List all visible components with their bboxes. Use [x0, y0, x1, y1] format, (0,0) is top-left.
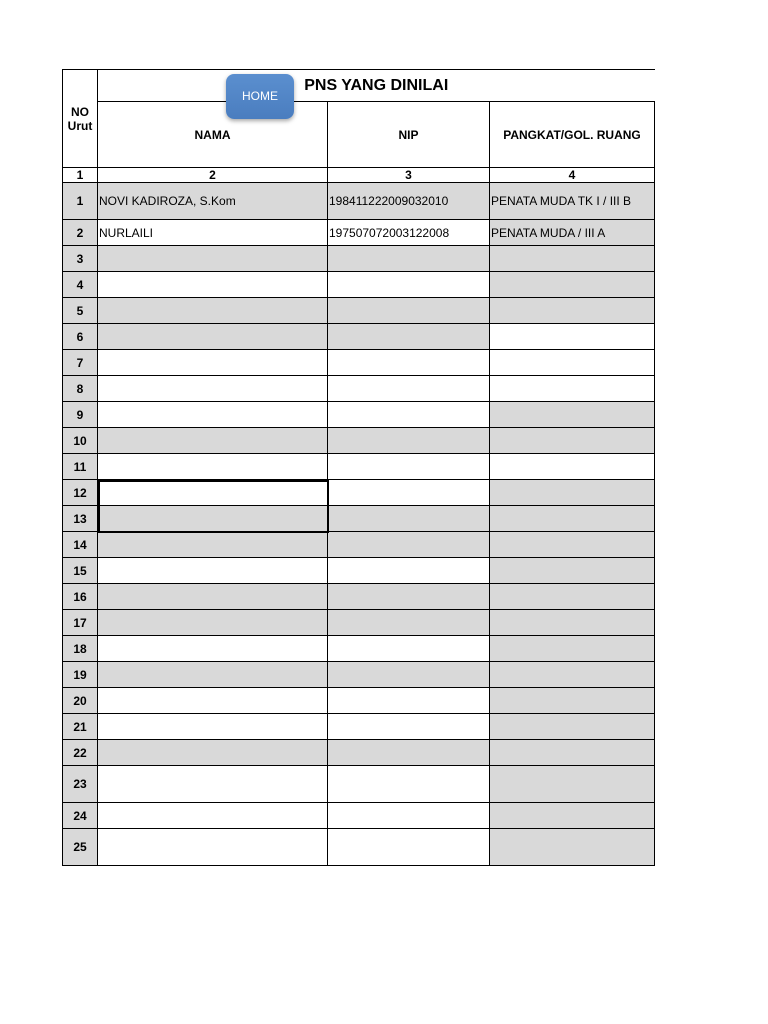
- nama-cell[interactable]: [98, 636, 328, 662]
- nama-cell[interactable]: [98, 610, 328, 636]
- pangkat-cell[interactable]: [490, 402, 655, 428]
- table-row: [63, 220, 655, 246]
- pangkat-cell[interactable]: PENATA MUDA TK I / III B: [490, 183, 655, 220]
- pangkat-cell[interactable]: [490, 740, 655, 766]
- nama-cell[interactable]: [98, 454, 328, 480]
- nip-cell[interactable]: [328, 688, 490, 714]
- nip-cell[interactable]: [328, 636, 490, 662]
- column-number-row: [63, 168, 655, 183]
- table-row: [63, 428, 655, 454]
- nama-cell[interactable]: [98, 532, 328, 558]
- pangkat-cell[interactable]: [490, 688, 655, 714]
- row-number-cell[interactable]: 14: [63, 532, 98, 558]
- row-number-cell[interactable]: 10: [63, 428, 98, 454]
- table-row: [63, 272, 655, 298]
- pangkat-cell[interactable]: [490, 558, 655, 584]
- no-urut-header[interactable]: [63, 70, 98, 168]
- table-row: [63, 584, 655, 610]
- nama-cell[interactable]: [98, 480, 328, 506]
- nip-cell[interactable]: 198411222009032010: [328, 183, 490, 220]
- nama-cell[interactable]: [98, 298, 328, 324]
- row-number-cell[interactable]: 1: [63, 183, 98, 220]
- nama-cell[interactable]: [98, 714, 328, 740]
- nip-cell[interactable]: [328, 740, 490, 766]
- table-row: [63, 766, 655, 803]
- nama-cell[interactable]: [98, 350, 328, 376]
- pangkat-cell[interactable]: [490, 272, 655, 298]
- pangkat-cell[interactable]: [490, 246, 655, 272]
- pns-table: [62, 69, 655, 866]
- table-row: [63, 558, 655, 584]
- nip-cell[interactable]: [328, 584, 490, 610]
- nip-cell[interactable]: [328, 766, 490, 803]
- nama-cell[interactable]: [98, 246, 328, 272]
- row-number-cell[interactable]: 6: [63, 324, 98, 350]
- table-row: [63, 610, 655, 636]
- row-number-cell[interactable]: 2: [63, 220, 98, 246]
- pangkat-cell[interactable]: [490, 636, 655, 662]
- nama-cell[interactable]: [98, 740, 328, 766]
- row-number-cell[interactable]: 3: [63, 246, 98, 272]
- nip-cell[interactable]: [328, 480, 490, 506]
- nip-cell[interactable]: [328, 298, 490, 324]
- nama-cell[interactable]: [98, 584, 328, 610]
- row-number-cell[interactable]: 12: [63, 480, 98, 506]
- nip-cell[interactable]: [328, 454, 490, 480]
- nama-cell[interactable]: [98, 402, 328, 428]
- nama-cell[interactable]: [98, 506, 328, 532]
- row-number-cell[interactable]: 11: [63, 454, 98, 480]
- nama-cell[interactable]: NURLAILI: [98, 220, 328, 246]
- nama-cell[interactable]: [98, 376, 328, 402]
- spreadsheet-sheet: [62, 69, 654, 866]
- column-header-pangkat[interactable]: PANGKAT/GOL. RUANG: [490, 102, 655, 168]
- row-number-cell[interactable]: 22: [63, 740, 98, 766]
- pangkat-cell[interactable]: [490, 324, 655, 350]
- table-row: [63, 740, 655, 766]
- table-row: [63, 376, 655, 402]
- row-number-cell[interactable]: 15: [63, 558, 98, 584]
- nip-cell[interactable]: [328, 803, 490, 829]
- row-number-cell[interactable]: 25: [63, 829, 98, 866]
- row-number-cell[interactable]: 8: [63, 376, 98, 402]
- pangkat-cell[interactable]: [490, 298, 655, 324]
- pangkat-cell[interactable]: [490, 766, 655, 803]
- row-number-cell[interactable]: 13: [63, 506, 98, 532]
- column-number[interactable]: 4: [490, 168, 655, 183]
- column-header-nip[interactable]: NIP: [328, 102, 490, 168]
- nip-cell[interactable]: [328, 272, 490, 298]
- column-number[interactable]: 2: [98, 168, 328, 183]
- nip-cell[interactable]: [328, 506, 490, 532]
- nip-cell[interactable]: [328, 428, 490, 454]
- pangkat-cell[interactable]: [490, 610, 655, 636]
- table-row: [63, 324, 655, 350]
- pangkat-cell[interactable]: [490, 662, 655, 688]
- table-row: [63, 246, 655, 272]
- nip-cell[interactable]: [328, 246, 490, 272]
- row-number-cell[interactable]: 23: [63, 766, 98, 803]
- pangkat-cell[interactable]: PENATA MUDA / III A: [490, 220, 655, 246]
- table-row: [63, 454, 655, 480]
- row-number-cell[interactable]: 21: [63, 714, 98, 740]
- nip-cell[interactable]: [328, 829, 490, 866]
- column-header-nama[interactable]: NAMA: [98, 102, 328, 168]
- nama-cell[interactable]: [98, 324, 328, 350]
- table-row: [63, 183, 655, 220]
- nip-cell[interactable]: [328, 662, 490, 688]
- pangkat-cell[interactable]: [490, 584, 655, 610]
- nama-cell[interactable]: [98, 428, 328, 454]
- row-number-cell[interactable]: 5: [63, 298, 98, 324]
- table-row: [63, 506, 655, 532]
- nama-cell[interactable]: [98, 803, 328, 829]
- nip-cell[interactable]: [328, 376, 490, 402]
- nip-cell[interactable]: [328, 532, 490, 558]
- row-number-cell[interactable]: 7: [63, 350, 98, 376]
- table-row: [63, 714, 655, 740]
- column-number[interactable]: 1: [63, 168, 98, 183]
- pangkat-cell[interactable]: [490, 506, 655, 532]
- nip-cell[interactable]: [328, 350, 490, 376]
- table-row: [63, 298, 655, 324]
- table-row: [63, 532, 655, 558]
- table-row: [63, 636, 655, 662]
- pangkat-cell[interactable]: [490, 829, 655, 866]
- urut-label: Urut: [67, 118, 93, 133]
- row-number-cell[interactable]: 9: [63, 402, 98, 428]
- nama-cell[interactable]: [98, 272, 328, 298]
- pangkat-cell[interactable]: [490, 532, 655, 558]
- pangkat-cell[interactable]: [490, 428, 655, 454]
- nip-cell[interactable]: [328, 402, 490, 428]
- table-row: [63, 350, 655, 376]
- nama-cell[interactable]: [98, 662, 328, 688]
- row-number-cell[interactable]: 19: [63, 662, 98, 688]
- nama-cell[interactable]: NOVI KADIROZA, S.Kom: [98, 183, 328, 220]
- row-number-cell[interactable]: 18: [63, 636, 98, 662]
- column-number[interactable]: 3: [328, 168, 490, 183]
- table-row: [63, 480, 655, 506]
- pangkat-cell[interactable]: [490, 376, 655, 402]
- no-label: NO: [71, 104, 89, 119]
- nama-cell[interactable]: [98, 766, 328, 803]
- pangkat-cell[interactable]: [490, 454, 655, 480]
- nama-cell[interactable]: [98, 829, 328, 866]
- pangkat-cell[interactable]: [490, 803, 655, 829]
- pangkat-cell[interactable]: [490, 480, 655, 506]
- pangkat-cell[interactable]: [490, 350, 655, 376]
- nip-cell[interactable]: [328, 558, 490, 584]
- row-number-cell[interactable]: 4: [63, 272, 98, 298]
- row-number-cell[interactable]: 20: [63, 688, 98, 714]
- table-row: [63, 688, 655, 714]
- pangkat-cell[interactable]: [490, 714, 655, 740]
- table-row: [63, 803, 655, 829]
- nama-cell[interactable]: [98, 558, 328, 584]
- row-number-cell[interactable]: 17: [63, 610, 98, 636]
- table-row: [63, 829, 655, 866]
- table-title[interactable]: PNS YANG DINILAI: [98, 70, 655, 102]
- nip-cell[interactable]: 197507072003122008: [328, 220, 490, 246]
- table-row: [63, 402, 655, 428]
- nip-cell[interactable]: [328, 324, 490, 350]
- nip-cell[interactable]: [328, 610, 490, 636]
- nip-cell[interactable]: [328, 714, 490, 740]
- home-button[interactable]: HOME: [226, 74, 294, 119]
- row-number-cell[interactable]: 24: [63, 803, 98, 829]
- table-row: [63, 662, 655, 688]
- nama-cell[interactable]: [98, 688, 328, 714]
- row-number-cell[interactable]: 16: [63, 584, 98, 610]
